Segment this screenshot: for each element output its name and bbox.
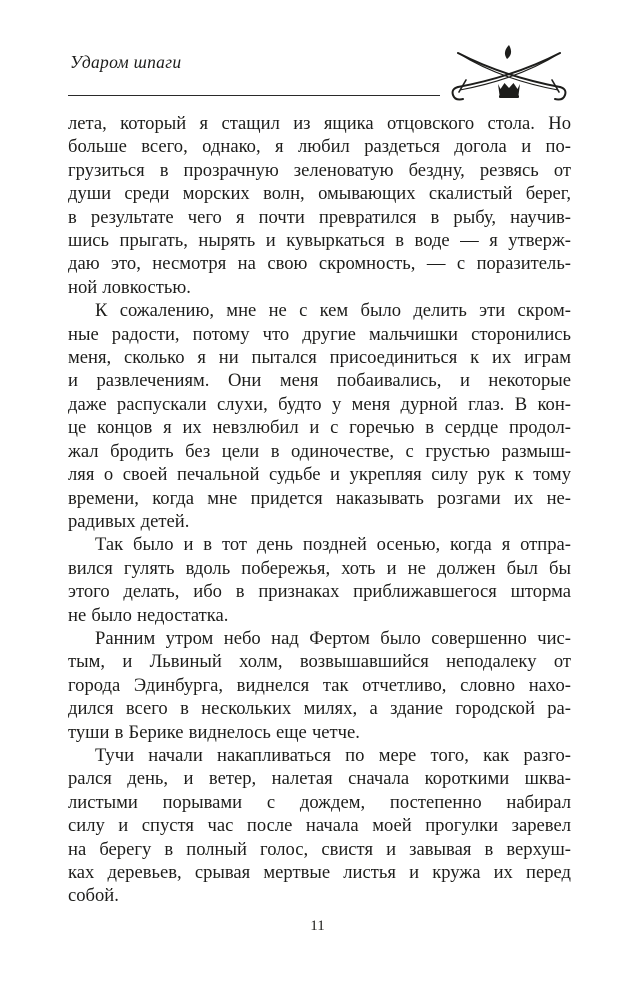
text-line: больше всего, однако, я любил раздеться догола и по- xyxy=(68,136,571,158)
paragraph xyxy=(68,112,571,299)
paragraph xyxy=(68,299,571,533)
text-line: города Эдинбурга, виднелся так отчетливо, словно нахо- xyxy=(68,674,571,696)
text-line: рался день, и ветер, налетая сначала короткими шква- xyxy=(68,768,571,790)
paragraph xyxy=(68,627,571,744)
text-line: ках деревьев, срывая мертвые листья и кружа их перед xyxy=(68,862,571,883)
running-title: Ударом шпаги xyxy=(70,52,182,72)
text-line: це концов я их невзлюбил и с горечью в сердце продол- xyxy=(68,417,571,439)
text-line: ляя о своей печальной судьбе и укрепляя силу рук к тому xyxy=(68,464,571,486)
text-line: дился всего в нескольких милях, а здание городской ра- xyxy=(68,698,571,720)
text-line: лета, который я стащил из ящика отцовского стола. Но xyxy=(68,113,571,134)
text-line: собой. xyxy=(68,885,119,907)
text-line: ной ловкостью. xyxy=(68,276,191,298)
page-number: 11 xyxy=(310,918,325,934)
text-line: в результате чего я почти превратился в рыбу, научив- xyxy=(68,206,571,228)
text-line: этого делать, ибо в признаках приближавшегося шторма xyxy=(68,581,571,603)
text-line: души среди морских волн, омывающих скалистый берег, xyxy=(68,183,571,205)
text-line: Тучи начали накапливаться по мере того, как разго- xyxy=(95,744,571,766)
crossed-sabers-crown-emblem xyxy=(446,44,572,102)
text-line: шись прыгать, нырять и кувыркаться в воде — я утверж- xyxy=(68,230,571,252)
text-line: времени, когда мне придется наказывать розгами их не- xyxy=(68,487,571,509)
text-line: не было недостатка. xyxy=(68,604,229,626)
text-line: ные радости, потому что другие мальчишки сторонились xyxy=(68,323,571,345)
text-line: даю это, несмотря на свою скромность, — с поразитель- xyxy=(68,253,571,275)
emblem-graphic xyxy=(446,44,572,102)
text-line: меня, сколько я ни пытался присоединиться к их играм xyxy=(68,347,571,369)
paragraph xyxy=(68,744,571,908)
text-line: вился гулять вдоль побережья, хоть и не должен был бы xyxy=(68,557,571,579)
text-line: на берегу в полный голос, свистя и завывая в верхуш- xyxy=(68,838,571,860)
text-line: листыми порывами с дождем, постепенно набирал xyxy=(68,791,571,813)
text-line: Ранним утром небо над Фертом было совершенно чис- xyxy=(95,627,571,649)
text-line: радивых детей. xyxy=(68,510,190,532)
text-line: жал бродить без цели в одиночестве, с грустью размыш- xyxy=(68,440,571,462)
text-line: тым, и Львиный холм, возвышавшийся неподалеку от xyxy=(68,651,571,673)
text-line: грузиться в прозрачную зеленоватую бездну, резвясь от xyxy=(68,159,571,181)
paragraph xyxy=(68,533,571,627)
body-text xyxy=(68,112,571,908)
header-rule xyxy=(68,95,440,96)
text-line: Так было и в тот день поздней осенью, когда я отпра- xyxy=(95,534,571,556)
text-line: даже распускали слухи, будто у меня дурной глаз. В кон- xyxy=(68,393,571,415)
text-line: туши в Берике виднелось еще четче. xyxy=(68,721,360,743)
text-line: силу и спустя час после начала моей прогулки заревел xyxy=(68,815,571,837)
text-line: и развлечениям. Они меня побаивались, и некоторые xyxy=(68,370,571,392)
text-line: К сожалению, мне не с кем было делить эти скром- xyxy=(95,300,571,322)
